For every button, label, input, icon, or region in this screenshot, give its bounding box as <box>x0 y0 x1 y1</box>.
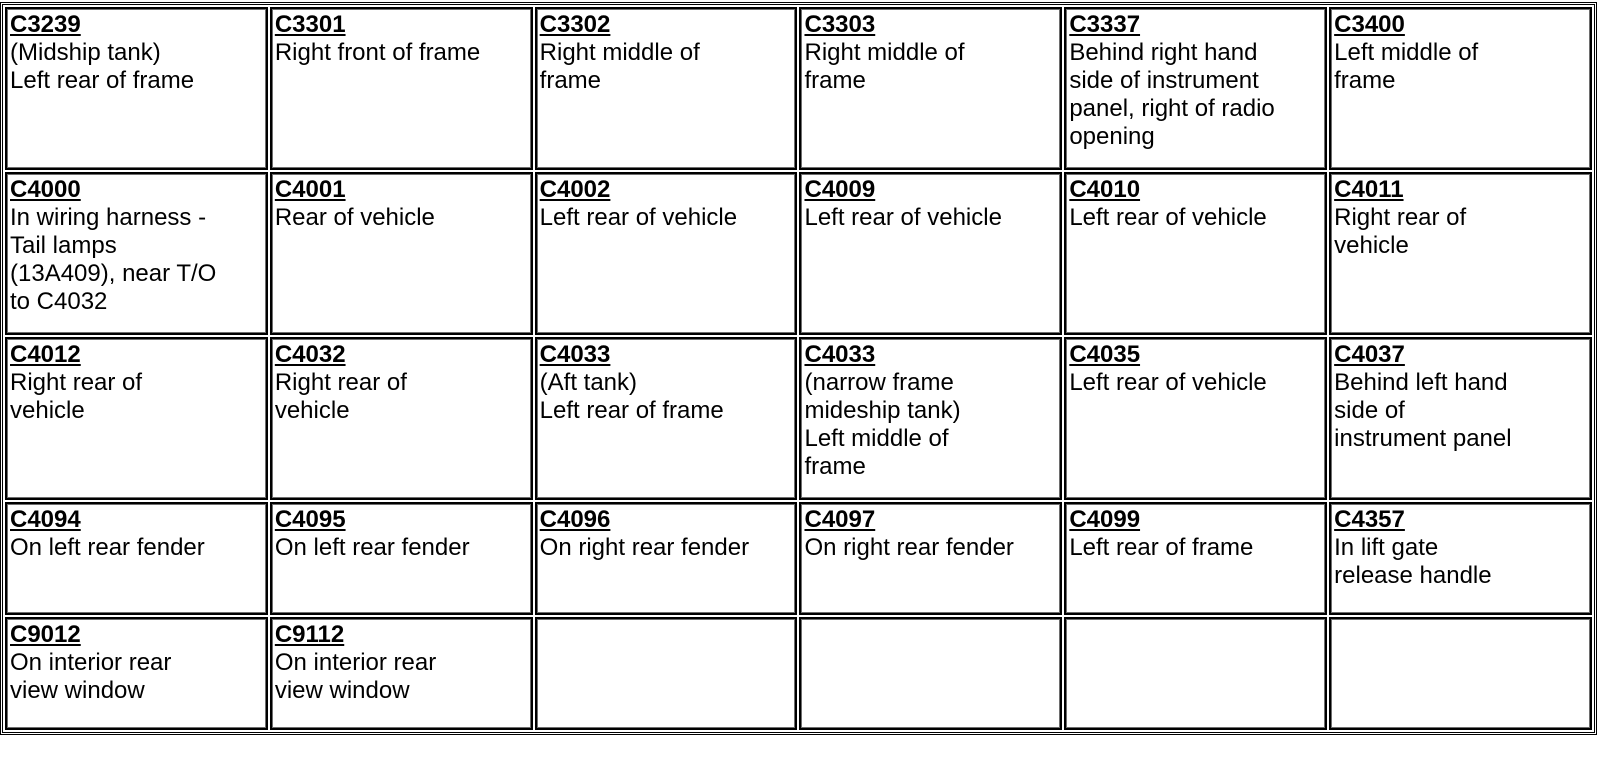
connector-location-table <box>0 2 1597 735</box>
connector-code-link[interactable]: C4094 <box>10 506 81 533</box>
connector-location: On left rear fender <box>274 534 470 561</box>
connector-location: (Midship tank) Left rear of frame <box>10 39 195 94</box>
connector-location: Left rear of frame <box>1069 534 1254 561</box>
table-cell <box>535 172 798 335</box>
connector-location: On left rear fender <box>10 534 205 561</box>
empty-cell <box>535 617 798 730</box>
connector-location: Rear of vehicle <box>274 204 435 231</box>
table-cell <box>535 337 798 500</box>
table-cell <box>1329 502 1592 615</box>
connector-location: Right front of frame <box>274 39 481 66</box>
connector-code-link[interactable]: C9012 <box>10 621 81 648</box>
connector-code-link[interactable]: C4032 <box>274 341 346 368</box>
connector-location: Behind right hand side of instrument panel, right of radio opening <box>1069 39 1275 150</box>
table-cell <box>5 337 268 500</box>
connector-code-link[interactable]: C4099 <box>1069 506 1141 533</box>
table-cell <box>799 172 1062 335</box>
connector-code-link[interactable]: C4009 <box>804 176 876 203</box>
connector-code-link[interactable]: C4010 <box>1069 176 1141 203</box>
table-cell <box>1064 7 1327 170</box>
connector-code-link[interactable]: C3301 <box>274 11 346 38</box>
connector-location: Left rear of vehicle <box>804 204 1002 231</box>
table-cell <box>270 337 533 500</box>
connector-location: Left rear of vehicle <box>539 204 738 231</box>
connector-location: Right middle of frame <box>539 39 700 94</box>
connector-location: Right rear of vehicle <box>10 369 143 424</box>
table-row <box>5 7 1592 170</box>
table-cell <box>270 7 533 170</box>
connector-code-link[interactable]: C4033 <box>804 341 876 368</box>
connector-location: Left middle of frame <box>1334 39 1479 94</box>
table-row <box>5 337 1592 500</box>
connector-code-link[interactable]: C4095 <box>274 506 346 533</box>
connector-code-link[interactable]: C4011 <box>1334 176 1404 203</box>
connector-code-link[interactable]: C4000 <box>10 176 81 203</box>
table-cell <box>270 617 533 730</box>
empty-cell <box>1064 617 1327 730</box>
connector-location: In lift gate release handle <box>1334 534 1492 589</box>
table-cell <box>1329 172 1592 335</box>
table-cell <box>5 7 268 170</box>
connector-location: (Aft tank) Left rear of frame <box>539 369 724 424</box>
table-row <box>5 617 1592 730</box>
table-cell <box>270 502 533 615</box>
connector-code-link[interactable]: C4001 <box>274 176 346 203</box>
table-cell <box>5 172 268 335</box>
table-cell <box>799 7 1062 170</box>
connector-code-link[interactable]: C9112 <box>274 621 345 648</box>
connector-location: On interior rear view window <box>10 649 172 704</box>
table-cell <box>1064 502 1327 615</box>
connector-code-link[interactable]: C4012 <box>10 341 81 368</box>
connector-code-link[interactable]: C4096 <box>539 506 611 533</box>
connector-location: In wiring harness - Tail lamps (13A409), near T/O to C4032 <box>10 204 217 315</box>
connector-location: Right middle of frame <box>804 39 965 94</box>
connector-location: (narrow frame mideship tank) Left middle of frame <box>804 369 961 480</box>
connector-location: Right rear of vehicle <box>1334 204 1467 259</box>
connector-code-link[interactable]: C3239 <box>10 11 81 38</box>
connector-code-link[interactable]: C3303 <box>804 11 876 38</box>
table-cell <box>535 502 798 615</box>
table-cell <box>1329 7 1592 170</box>
connector-code-link[interactable]: C4035 <box>1069 341 1141 368</box>
table-row <box>5 172 1592 335</box>
table-cell <box>799 337 1062 500</box>
connector-code-link[interactable]: C3400 <box>1334 11 1405 38</box>
connector-location: On interior rear view window <box>274 649 437 704</box>
connector-code-link[interactable]: C3302 <box>539 11 611 38</box>
empty-cell <box>1329 617 1592 730</box>
connector-code-link[interactable]: C4037 <box>1334 341 1405 368</box>
connector-location: Left rear of vehicle <box>1069 369 1267 396</box>
table-cell <box>535 7 798 170</box>
connector-location: On right rear fender <box>539 534 750 561</box>
table-row <box>5 502 1592 615</box>
table-cell <box>1064 337 1327 500</box>
connector-code-link[interactable]: C3337 <box>1069 11 1141 38</box>
table-cell <box>1329 337 1592 500</box>
connector-code-link[interactable]: C4357 <box>1334 506 1405 533</box>
connector-code-link[interactable]: C4097 <box>804 506 876 533</box>
empty-cell <box>799 617 1062 730</box>
table-cell <box>1064 172 1327 335</box>
table-cell <box>5 617 268 730</box>
table-cell <box>5 502 268 615</box>
connector-code-link[interactable]: C4033 <box>539 341 611 368</box>
connector-location: On right rear fender <box>804 534 1014 561</box>
connector-location: Right rear of vehicle <box>274 369 407 424</box>
table-cell <box>270 172 533 335</box>
table-cell <box>799 502 1062 615</box>
connector-code-link[interactable]: C4002 <box>539 176 611 203</box>
connector-location: Behind left hand side of instrument panel <box>1334 369 1512 452</box>
connector-location: Left rear of vehicle <box>1069 204 1267 231</box>
